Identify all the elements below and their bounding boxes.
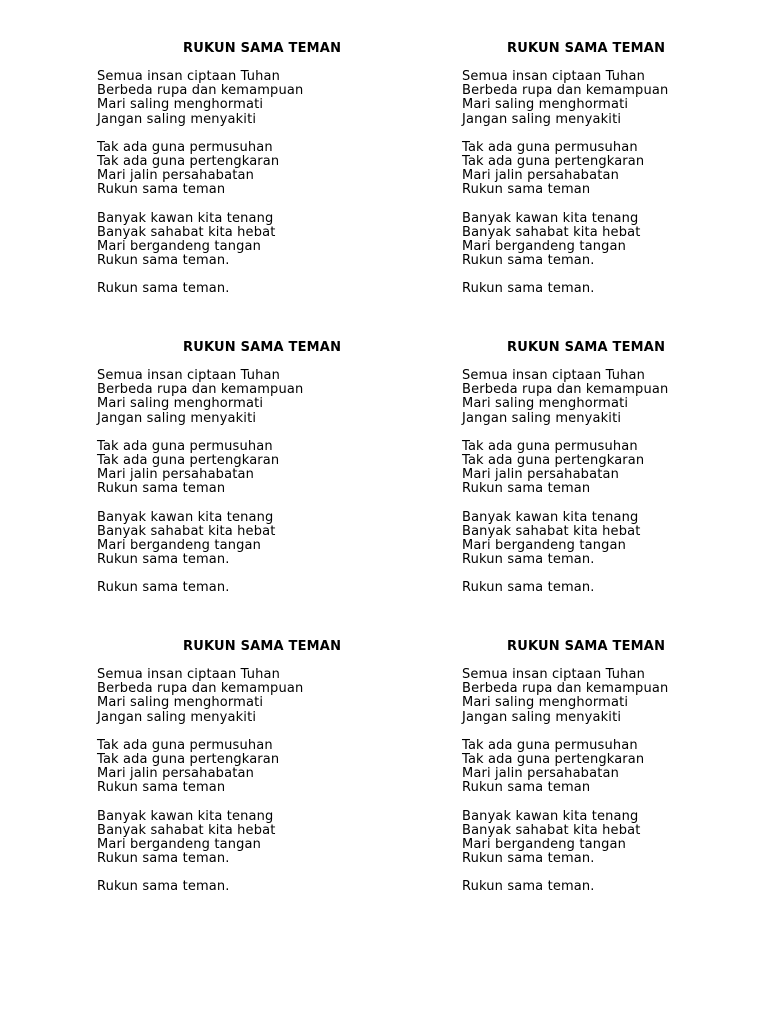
lyric-line: Banyak sahabat kita hebat bbox=[97, 822, 276, 838]
stanza bbox=[462, 70, 668, 127]
lyric-line: Berbeda rupa dan kemampuan bbox=[97, 382, 304, 398]
lyric-line: Rukun sama teman bbox=[462, 780, 591, 796]
lyric-line: Rukun sama teman. bbox=[97, 879, 230, 895]
lyric-line: Mari bergandeng tangan bbox=[462, 538, 627, 554]
lyric-line: Rukun sama teman. bbox=[462, 851, 595, 867]
lyric-line: Tak ada guna permusuhan bbox=[97, 139, 273, 155]
stanza bbox=[97, 369, 303, 426]
stanza bbox=[97, 440, 303, 497]
stanza bbox=[97, 810, 303, 867]
lyric-line: Rukun sama teman bbox=[97, 780, 226, 796]
lyric-line: Mari bergandeng tangan bbox=[97, 239, 262, 255]
lyric-line: Tak ada guna permusuhan bbox=[97, 737, 273, 753]
stanza bbox=[462, 581, 668, 595]
lyric-line: Tak ada guna pertengkaran bbox=[462, 154, 645, 170]
stanza bbox=[462, 739, 668, 796]
lyric-line: Semua insan ciptaan Tuhan bbox=[462, 667, 646, 682]
lyric-line: Mari saling menghormati bbox=[462, 97, 629, 113]
lyrics-body bbox=[462, 70, 668, 311]
lyric-line: Banyak sahabat kita hebat bbox=[97, 224, 276, 240]
stanza bbox=[462, 668, 668, 725]
stanza bbox=[97, 581, 303, 595]
lyric-line: Tak ada guna permusuhan bbox=[97, 438, 273, 454]
lyric-line: Berbeda rupa dan kemampuan bbox=[97, 681, 304, 697]
lyric-line: Semua insan ciptaan Tuhan bbox=[97, 667, 281, 682]
lyric-line: Mari bergandeng tangan bbox=[97, 538, 262, 554]
lyric-line: Mari jalin persahabatan bbox=[462, 467, 619, 483]
lyric-line: Rukun sama teman bbox=[462, 182, 591, 198]
song-title: RUKUN SAMA TEMAN bbox=[183, 340, 342, 355]
stanza bbox=[97, 212, 303, 269]
lyric-line: Rukun sama teman. bbox=[97, 281, 230, 297]
lyric-line: Tak ada guna pertengkaran bbox=[462, 453, 645, 469]
lyric-line: Mari bergandeng tangan bbox=[462, 837, 627, 853]
lyric-line: Tak ada guna permusuhan bbox=[462, 139, 638, 155]
lyric-line: Mari saling menghormati bbox=[97, 695, 264, 711]
lyric-line: Berbeda rupa dan kemampuan bbox=[97, 83, 304, 99]
lyric-line: Tak ada guna pertengkaran bbox=[462, 752, 645, 768]
song-title: RUKUN SAMA TEMAN bbox=[507, 340, 666, 355]
lyric-line: Banyak kawan kita tenang bbox=[97, 210, 274, 226]
lyric-line: Semua insan ciptaan Tuhan bbox=[462, 368, 646, 383]
stanza bbox=[97, 880, 303, 894]
stanza bbox=[97, 141, 303, 198]
song-title: RUKUN SAMA TEMAN bbox=[183, 41, 342, 56]
lyric-line: Rukun sama teman. bbox=[462, 552, 595, 568]
lyrics-body bbox=[97, 369, 303, 610]
stanza bbox=[97, 511, 303, 568]
lyric-line: Mari saling menghormati bbox=[462, 695, 629, 711]
lyrics-body bbox=[97, 70, 303, 311]
lyric-line: Banyak sahabat kita hebat bbox=[462, 523, 641, 539]
stanza bbox=[97, 739, 303, 796]
lyric-line: Tak ada guna pertengkaran bbox=[97, 453, 280, 469]
stanza bbox=[462, 810, 668, 867]
lyric-line: Jangan saling menyakiti bbox=[462, 709, 622, 725]
lyric-line: Banyak kawan kita tenang bbox=[462, 509, 639, 525]
stanza bbox=[97, 668, 303, 725]
lyric-line: Mari saling menghormati bbox=[97, 97, 264, 113]
lyric-line: Rukun sama teman. bbox=[97, 253, 230, 269]
lyric-line: Rukun sama teman bbox=[462, 481, 591, 497]
stanza bbox=[97, 282, 303, 296]
lyric-line: Rukun sama teman. bbox=[462, 253, 595, 269]
lyric-line: Berbeda rupa dan kemampuan bbox=[462, 83, 669, 99]
lyric-line: Mari jalin persahabatan bbox=[462, 168, 619, 184]
lyric-line: Jangan saling menyakiti bbox=[462, 111, 622, 127]
lyric-line: Banyak sahabat kita hebat bbox=[97, 523, 276, 539]
lyric-line: Semua insan ciptaan Tuhan bbox=[97, 368, 281, 383]
lyric-line: Rukun sama teman. bbox=[462, 281, 595, 297]
lyric-line: Mari jalin persahabatan bbox=[97, 467, 254, 483]
lyric-line: Banyak sahabat kita hebat bbox=[462, 822, 641, 838]
lyric-line: Mari bergandeng tangan bbox=[462, 239, 627, 255]
lyric-line: Tak ada guna pertengkaran bbox=[97, 154, 280, 170]
lyric-line: Tak ada guna permusuhan bbox=[462, 737, 638, 753]
stanza bbox=[462, 880, 668, 894]
stanza bbox=[97, 70, 303, 127]
lyric-line: Banyak sahabat kita hebat bbox=[462, 224, 641, 240]
song-title: RUKUN SAMA TEMAN bbox=[183, 639, 342, 654]
lyric-line: Mari jalin persahabatan bbox=[97, 766, 254, 782]
lyric-line: Banyak kawan kita tenang bbox=[97, 808, 274, 824]
lyrics-body bbox=[97, 668, 303, 909]
song-title: RUKUN SAMA TEMAN bbox=[507, 639, 666, 654]
lyric-line: Tak ada guna pertengkaran bbox=[97, 752, 280, 768]
lyric-line: Rukun sama teman bbox=[97, 481, 226, 497]
lyric-line: Banyak kawan kita tenang bbox=[462, 210, 639, 226]
lyric-line: Mari saling menghormati bbox=[462, 396, 629, 412]
lyric-line: Rukun sama teman. bbox=[462, 580, 595, 596]
lyric-line: Mari saling menghormati bbox=[97, 396, 264, 412]
lyrics-body bbox=[462, 369, 668, 610]
lyric-line: Jangan saling menyakiti bbox=[97, 111, 257, 127]
stanza bbox=[462, 212, 668, 269]
stanza bbox=[462, 141, 668, 198]
lyric-line: Tak ada guna permusuhan bbox=[462, 438, 638, 454]
lyric-line: Berbeda rupa dan kemampuan bbox=[462, 681, 669, 697]
lyric-line: Rukun sama teman bbox=[97, 182, 226, 198]
lyric-line: Jangan saling menyakiti bbox=[97, 709, 257, 725]
stanza bbox=[462, 440, 668, 497]
lyric-line: Rukun sama teman. bbox=[462, 879, 595, 895]
lyric-line: Semua insan ciptaan Tuhan bbox=[462, 69, 646, 84]
lyrics-body bbox=[462, 668, 668, 909]
lyric-line: Jangan saling menyakiti bbox=[97, 410, 257, 426]
lyric-line: Banyak kawan kita tenang bbox=[462, 808, 639, 824]
lyric-line: Mari jalin persahabatan bbox=[462, 766, 619, 782]
song-title: RUKUN SAMA TEMAN bbox=[507, 41, 666, 56]
lyric-line: Rukun sama teman. bbox=[97, 851, 230, 867]
stanza bbox=[462, 369, 668, 426]
lyric-line: Berbeda rupa dan kemampuan bbox=[462, 382, 669, 398]
stanza bbox=[462, 282, 668, 296]
lyric-line: Mari bergandeng tangan bbox=[97, 837, 262, 853]
lyric-line: Banyak kawan kita tenang bbox=[97, 509, 274, 525]
lyric-line: Jangan saling menyakiti bbox=[462, 410, 622, 426]
stanza bbox=[462, 511, 668, 568]
lyric-line: Rukun sama teman. bbox=[97, 580, 230, 596]
lyric-line: Semua insan ciptaan Tuhan bbox=[97, 69, 281, 84]
lyric-line: Mari jalin persahabatan bbox=[97, 168, 254, 184]
lyric-line: Rukun sama teman. bbox=[97, 552, 230, 568]
